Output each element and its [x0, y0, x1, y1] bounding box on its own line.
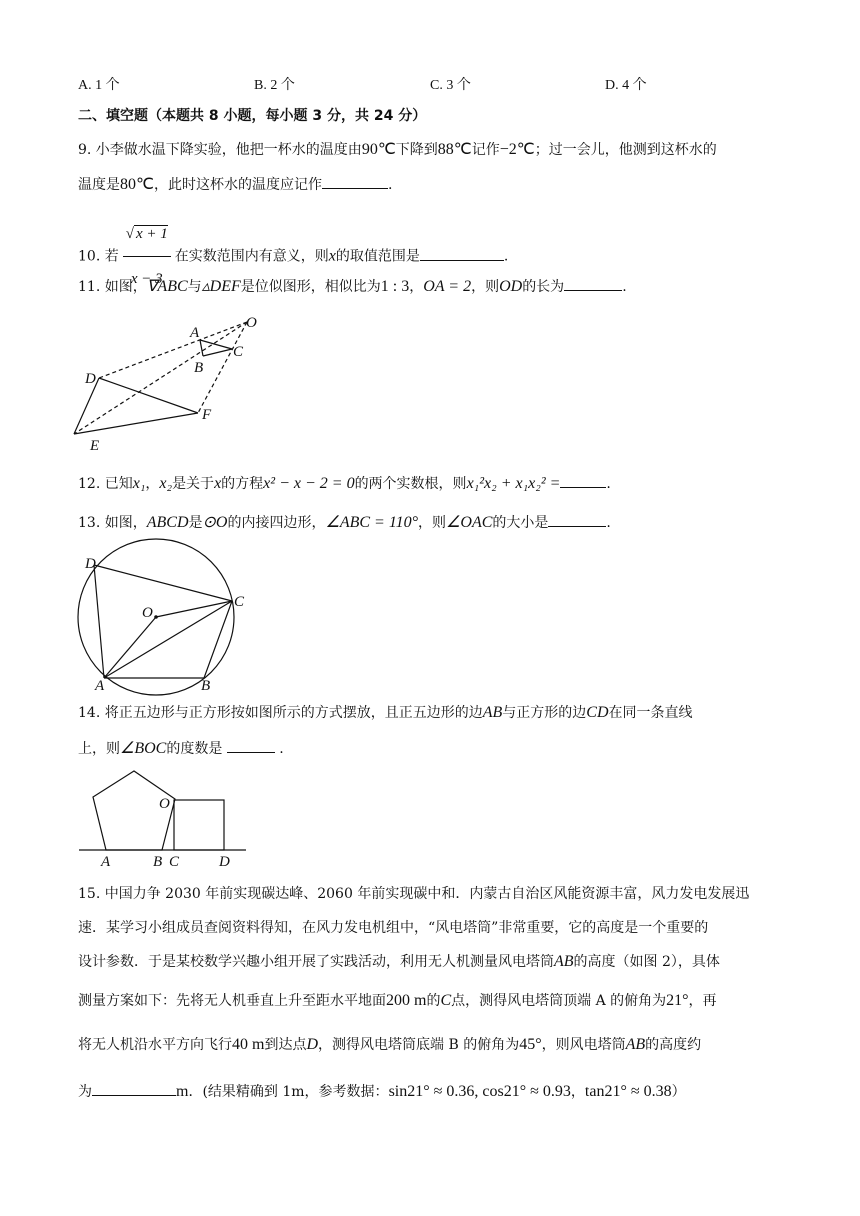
q11-text-5: 的长为 — [522, 279, 565, 295]
q11-label-e: E — [90, 438, 100, 454]
q13-text-4: 的大小是 — [492, 515, 549, 531]
q15-text-3: 测量方案如下：先将无人机垂直上升至距水平地面 — [78, 993, 386, 1009]
q11-text-3: ， — [409, 279, 424, 295]
q11-label-a: A — [190, 325, 200, 341]
q9-value-1: 90℃ — [361, 141, 396, 158]
q12-prefix: 12. 已知 — [78, 476, 133, 492]
q15-reference-1: sin21° ≈ 0.36, cos21° ≈ 0.93 — [388, 1083, 571, 1100]
q15-text-14: ， — [570, 1084, 585, 1100]
q15-reference-2: tan21° ≈ 0.38 — [584, 1083, 672, 1100]
q15-text-15: ） — [671, 1084, 686, 1100]
q12-equation: x² − x − 2 = 0 — [263, 475, 355, 492]
q15-text-6: ，再 — [688, 993, 717, 1009]
q11-text-2: 是位似图形，相似比为 — [240, 279, 381, 295]
question-15-line-1: 15. 中国力争 2030 年前实现碳达峰、2060 年前实现碳中和．内蒙古自治区风能资源丰富，风力发电发展迅 — [78, 886, 750, 902]
q13-angle: ∠ABC = 110° — [325, 514, 419, 531]
q15-height: 200 m — [386, 992, 427, 1009]
q13-text-3: ，则 — [418, 515, 447, 531]
q9-end: . — [387, 177, 393, 193]
q14-label-o: O — [159, 796, 170, 812]
q15-ab: AB — [554, 953, 574, 970]
q15-text-8: 到达点 — [264, 1037, 307, 1053]
q11-label-d: D — [85, 371, 96, 387]
q12-x2: x₂ — [159, 475, 173, 492]
q13-label-c: C — [234, 594, 245, 610]
question-15-line-6 — [78, 1081, 686, 1102]
q15-c: C — [440, 992, 452, 1009]
q14-text-4: 上，则 — [78, 741, 120, 757]
option-c: C. 3 个 — [430, 78, 471, 93]
q11-oa: OA = 2 — [423, 278, 472, 295]
q12-x1: x₁ — [132, 475, 146, 492]
q9-value-4: 80℃ — [120, 176, 154, 193]
q10-end: . — [503, 248, 509, 265]
q13-label-o: O — [142, 605, 153, 621]
q12-expression: x₁²x₂ + x₁x₂² = — [466, 475, 561, 492]
q14-label-c: C — [169, 854, 180, 870]
q11-label-o: O — [246, 315, 257, 331]
q14-label-a: A — [101, 854, 111, 870]
option-a: A. 1 个 — [78, 78, 120, 93]
q14-ab: AB — [482, 704, 503, 721]
q14-cd: CD — [586, 704, 609, 721]
q15-text-9: ，测得风电塔筒底端 B 的俯角为 — [318, 1037, 520, 1053]
q14-boc: ∠BOC — [120, 740, 167, 757]
q15-text-10: ，则风电塔筒 — [541, 1037, 626, 1053]
section-title: 二、填空题（本题共 8 小题，每小题 3 分，共 24 分） — [78, 108, 427, 124]
q13-abcd: ABCD — [146, 514, 189, 531]
question-15-line-5 — [78, 1035, 701, 1055]
q13-circle: ⊙O — [202, 514, 228, 531]
q15-d: D — [306, 1036, 319, 1053]
q14-text-2: 与正方形的边 — [502, 705, 587, 721]
q15-text-12: 为 — [78, 1084, 92, 1100]
question-15-line-4 — [78, 991, 717, 1011]
q11-text-4: ，则 — [471, 279, 500, 295]
q14-label-b: B — [153, 854, 163, 870]
q11-od: OD — [499, 278, 523, 295]
q15-angle-21: 21° — [666, 992, 689, 1009]
q9-text-1: 9. 小李做水温下降实验，他把一杯水的温度由 — [78, 142, 362, 158]
q10-prefix: 10. 若 — [78, 248, 119, 265]
q9-value-3: −2℃ — [499, 141, 535, 158]
q13-label-d: D — [85, 556, 96, 572]
q11-label-f: F — [202, 407, 212, 423]
q10-text-3: 的取值范围是 — [335, 248, 420, 265]
q14-text-3: 在同一条直线 — [608, 705, 693, 721]
q13-label-b: B — [201, 678, 211, 694]
q15-text-13: ．(结果精确到 1m，参考数据： — [188, 1084, 389, 1100]
q15-unit: m — [176, 1083, 189, 1100]
q14-text-1: 14. 将正五边形与正方形按如图所示的方式摆放，且正五边形的边 — [78, 705, 483, 721]
q9-text-2: 下降到 — [395, 142, 438, 158]
q15-distance: 40 m — [232, 1036, 265, 1053]
q10-denominator: x − 3 — [130, 271, 163, 287]
q13-prefix: 13. 如图， — [78, 515, 147, 531]
q11-label-b: B — [194, 360, 204, 376]
q15-text-2: 的高度（如图 2），具体 — [573, 954, 720, 970]
q9-text-4: ；过一会儿，他测到这杯水的 — [534, 142, 717, 158]
q12-text-3: 的两个实数根，则 — [354, 476, 467, 492]
q12-text-1: 是关于 — [172, 476, 215, 492]
q9-text-5: 温度是 — [78, 177, 120, 193]
q11-end: . — [622, 279, 627, 295]
question-15-line-3 — [78, 952, 720, 972]
q15-text-4: 的 — [426, 993, 441, 1009]
q15-text-5: 点，测得风电塔筒顶端 A 的俯角为 — [451, 993, 667, 1009]
q10-numerator: x + 1 — [135, 226, 168, 242]
option-d: D. 4 个 — [605, 78, 647, 93]
q13-end: . — [606, 515, 611, 531]
q15-text-7: 将无人机沿水平方向飞行 — [78, 1037, 232, 1053]
q13-label-a: A — [95, 678, 105, 694]
q12-text-2: 的方程 — [221, 476, 264, 492]
q9-value-2: 88℃ — [437, 141, 472, 158]
q14-label-d: D — [219, 854, 230, 870]
q11-text-1: 与 — [187, 279, 202, 295]
q14-end: . — [279, 741, 284, 757]
q11-ratio: 1 : 3 — [380, 278, 410, 295]
q15-text-1: 设计参数．于是某校数学兴趣小组开展了实践活动，利用无人机测量风电塔筒 — [78, 954, 554, 970]
q11-triangle-def: ▵DEF — [201, 278, 241, 295]
q11-triangle-abc: ∇ABC — [146, 278, 188, 295]
q9-text-6: ，此时这杯水的温度应记作 — [153, 177, 322, 193]
q12-var: x — [214, 475, 222, 492]
q11-prefix: 11. 如图， — [78, 279, 147, 295]
q10-var: x — [328, 247, 336, 265]
q15-text-11: 的高度约 — [645, 1037, 702, 1053]
q15-angle-45: 45° — [519, 1036, 542, 1053]
q13-text-1: 是 — [188, 515, 203, 531]
q15-ab-2: AB — [625, 1036, 646, 1053]
q15-answer-blank[interactable] — [92, 1081, 176, 1096]
q10-text-2: 在实数范围内有意义，则 — [174, 248, 329, 265]
option-b: B. 2 个 — [254, 78, 295, 93]
q14-text-5: 的度数是 — [166, 741, 223, 757]
q12-sep: ， — [145, 476, 160, 492]
q9-text-3: 记作 — [471, 142, 500, 158]
q12-end: . — [606, 476, 611, 492]
q10-sqrt-sign: √ — [125, 226, 134, 242]
q13-oac: ∠OAC — [446, 514, 493, 531]
q11-label-c: C — [233, 344, 244, 360]
q13-text-2: 的内接四边形， — [227, 515, 326, 531]
question-15-line-2: 速．某学习小组成员查阅资料得知，在风力发电机组中，“风电塔筒”非常重要，它的高度是一个重要的 — [78, 920, 709, 936]
